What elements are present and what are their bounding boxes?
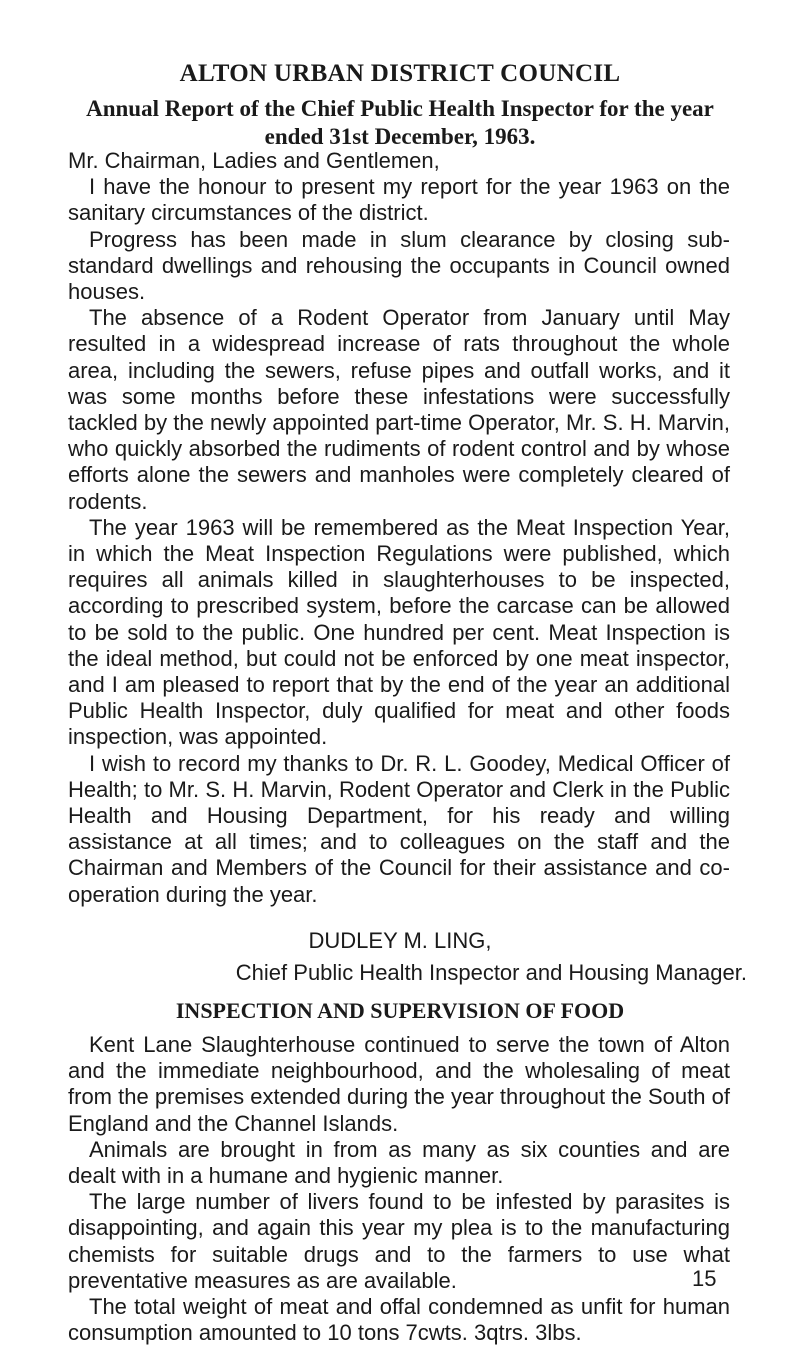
- paragraph-slum-clearance: Progress has been made in slum clearance by closing sub-standard dwellings and rehousing the occupants in Council owned houses.: [68, 226, 730, 305]
- council-title: ALTON URBAN DISTRICT COUNCIL: [179, 60, 621, 87]
- signature-title: Chief Public Health Inspector and Housing Manager.: [235, 960, 747, 985]
- signature-name: DUDLEY M. LING,: [308, 928, 492, 953]
- paragraph-slaughterhouse: Kent Lane Slaughterhouse continued to serve the town of Alton and the immediate neighbourhood, and the wholesaling of meat from the premises extended during the year throughout the South of England and the Channel Islands.: [68, 1032, 730, 1136]
- letter-body: [68, 148, 730, 908]
- paragraph-condemned-weight: The total weight of meat and offal condemned as unfit for human consumption amounted to 10 tons 7cwts. 3qtrs. 3lbs.: [68, 1294, 730, 1346]
- food-section-body: [68, 1032, 730, 1346]
- report-title: [0, 95, 800, 151]
- salutation: Mr. Chairman, Ladies and Gentlemen,: [68, 148, 440, 173]
- paragraph-livers: The large number of livers found to be infested by parasites is disappointing, and again this year my plea is to the manufacturing chemists for suitable drugs and to the farmers to use what preventative measures as are available.: [68, 1189, 730, 1293]
- report-title-line-1: Annual Report of the Chief Public Health Inspector for the year: [86, 96, 714, 121]
- paragraph-animals: Animals are brought in from as many as six counties and are dealt with in a humane and hygienic manner.: [68, 1136, 730, 1189]
- paragraph-report-intro: I have the honour to present my report for the year 1963 on the sanitary circumstances of the district.: [68, 174, 730, 226]
- page-number: 15: [692, 1266, 717, 1291]
- paragraph-rodent-control: The absence of a Rodent Operator from January until May resulted in a widespread increase of rats throughout the whole area, including the sewers, refuse pipes and outfall works, and it was some months before these infestations were successfully tackled by the newly appointed part-time Operator, Mr. S. H. Marvin, who quickly absorbed the rudiments of rodent control and by whose efforts alone the sewers and manholes were completely cleared of rodents.: [68, 305, 730, 514]
- paragraph-thanks: I wish to record my thanks to Dr. R. L. Goodey, Medical Officer of Health; to Mr. S. H. Marvin, Rodent Operator and Clerk in the Public Health and Housing Department, for his ready and willing assistance at all times; and to colleagues on the staff and the Chairman and Members of the Council for their assistance and co-operation during the year.: [68, 750, 730, 907]
- food-section-title: INSPECTION AND SUPERVISION OF FOOD: [175, 998, 625, 1023]
- paragraph-meat-inspection: The year 1963 will be remembered as the Meat Inspection Year, in which the Meat Inspection Regulations were published, which requires all animals killed in slaughterhouses to be inspected, according to prescribed system, before the carcase can be allowed to be sold to the public. One hundred per cent. Meat Inspection is the ideal method, but could not be enforced by one meat inspector, and I am pleased to report that by the end of the year an additional Public Health Inspector, duly qualified for meat and other foods inspection, was appointed.: [68, 514, 730, 750]
- report-title-line-2: ended 31st December, 1963.: [264, 124, 536, 149]
